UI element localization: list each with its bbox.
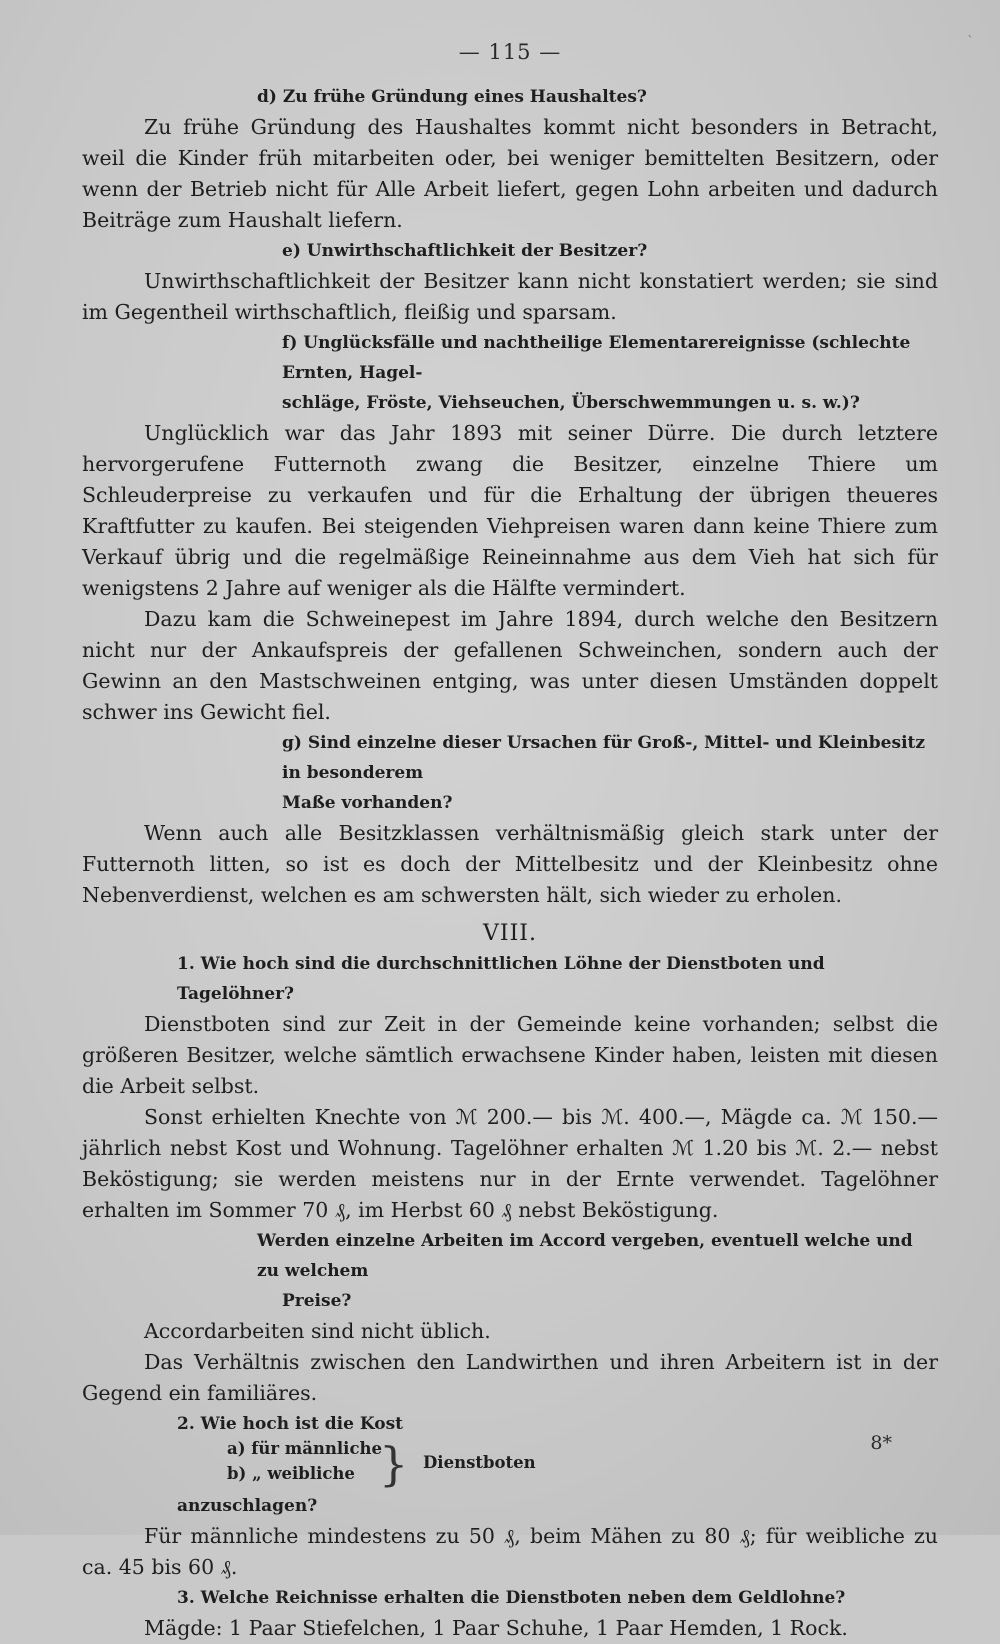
page-number: — 115 — (458, 40, 562, 64)
question-1: 1. Wie hoch sind die durchschnittlichen Löhne der Dienstboten und Tagelöhner? (177, 954, 825, 1004)
question-e: e) Unwirthschaftlichkeit der Besitzer? (282, 241, 648, 261)
question-g-line1: g) Sind einzelne dieser Ursachen für Groß-, Mittel- und Kleinbesitz in besonderem (282, 733, 926, 783)
answer-f-para1: Unglücklich war das Jahr 1893 mit seiner Dürre. Die durch letztere hervorgerufene Futternoth zwang die Besitzer, einzelne Thiere um Schleuderpreise zu verkaufen und für die Erhaltung der übrigen theueres Kraftfutter zu kaufen. Bei steigenden Viehpreisen waren dann keine Thiere zum Verkauf übrig und die regelmäßige Reineinnahme aus dem Vieh hat sich für wenigstens 2 Jahre auf weniger als die Hälfte vermindert. (82, 421, 938, 600)
section-heading-viii: VIII. (483, 921, 537, 946)
answer-2: Für männliche mindestens zu 50 ₰, beim Mähen zu 80 ₰; für weibliche zu ca. 45 bis 60 ₰. (82, 1524, 938, 1579)
answer-g: Wenn auch alle Besitzklassen verhältnismäßig gleich stark unter der Futternoth litten, so ist es doch der Mittelbesitz und der Kleinbesitz ohne Nebenverdienst, welchen es am schwersten hält, sich wieder zu erholen. (82, 821, 938, 907)
answer-d: Zu frühe Gründung des Haushaltes kommt nicht besonders in Betracht, weil die Kinder früh mitarbeiten oder, bei weniger bemittelten Besitzern, oder wenn der Betrieb nicht für Alle Arbeit liefert, gegen Lohn arbeiten und dadurch Beiträge zum Haushalt liefern. (82, 115, 938, 232)
answer-1-para2: Sonst erhielten Knechte von ℳ 200.— bis ℳ. 400.—, Mägde ca. ℳ 150.— jährlich nebst Kost und Wohnung. Tagelöhner erhalten ℳ 1.20 bis ℳ. 2.— nebst Beköstigung; sie werden meistens nur in der Ernte verwendet. Tagelöhner erhalten im Sommer 70 ₰, im Herbst 60 ₰ nebst Beköstigung. (82, 1105, 938, 1222)
curly-brace-icon: } (379, 1437, 409, 1491)
question-d: d) Zu frühe Gründung eines Haushaltes? (257, 87, 647, 107)
answer-f-para2: Dazu kam die Schweinepest im Jahre 1894, durch welche den Besitzern nicht nur der Ankaufspreis der gefallenen Schweinchen, sondern auch der Gewinn an den Mastschweinen entging, was unter diesen Umständen doppelt schwer ins Gewicht fiel. (82, 607, 938, 724)
answer-accord-para1: Accordarbeiten sind nicht üblich. (144, 1319, 491, 1343)
question-2: 2. Wie hoch ist die Kost (177, 1414, 404, 1434)
answer-e: Unwirthschaftlichkeit der Besitzer kann nicht konstatiert werden; sie sind im Gegentheil wirthschaftlich, fleißig und sparsam. (82, 269, 938, 324)
answer-3: Mägde: 1 Paar Stiefelchen, 1 Paar Schuhe, 1 Paar Hemden, 1 Rock. (144, 1616, 848, 1640)
stray-mark: ` (967, 34, 974, 50)
question-2-option-a: a) für männliche (227, 1439, 382, 1458)
answer-1-para1: Dienstboten sind zur Zeit in der Gemeinde keine vorhanden; selbst die größeren Besitzer, welche sämtlich erwachsene Kinder haben, leisten mit diesen die Arbeit selbst. (82, 1012, 938, 1098)
question-2-options (227, 1439, 938, 1491)
question-f-line1: f) Unglücksfälle und nachtheilige Elementarereignisse (schlechte Ernten, Hagel- (282, 333, 911, 383)
question-f-line2: schläge, Fröste, Viehseuchen, Überschwemmungen u. s. w.)? (282, 393, 860, 413)
question-g-line2: Maße vorhanden? (282, 793, 453, 813)
question-3: 3. Welche Reichnisse erhalten die Dienstboten neben dem Geldlohne? (177, 1588, 846, 1608)
question-accord-line1: Werden einzelne Arbeiten im Accord vergeben, eventuell welche und zu welchem (257, 1231, 913, 1281)
answer-accord-para2: Das Verhältnis zwischen den Landwirthen und ihren Arbeitern ist in der Gegend ein familiäres. (82, 1350, 938, 1405)
signature-mark: 8* (870, 1432, 892, 1454)
question-2-option-b: b) „ weibliche (227, 1464, 355, 1483)
question-2-end: anzuschlagen? (177, 1496, 318, 1516)
question-accord-line2: Preise? (282, 1291, 352, 1311)
question-2-brace-label: Dienstboten (423, 1453, 536, 1472)
